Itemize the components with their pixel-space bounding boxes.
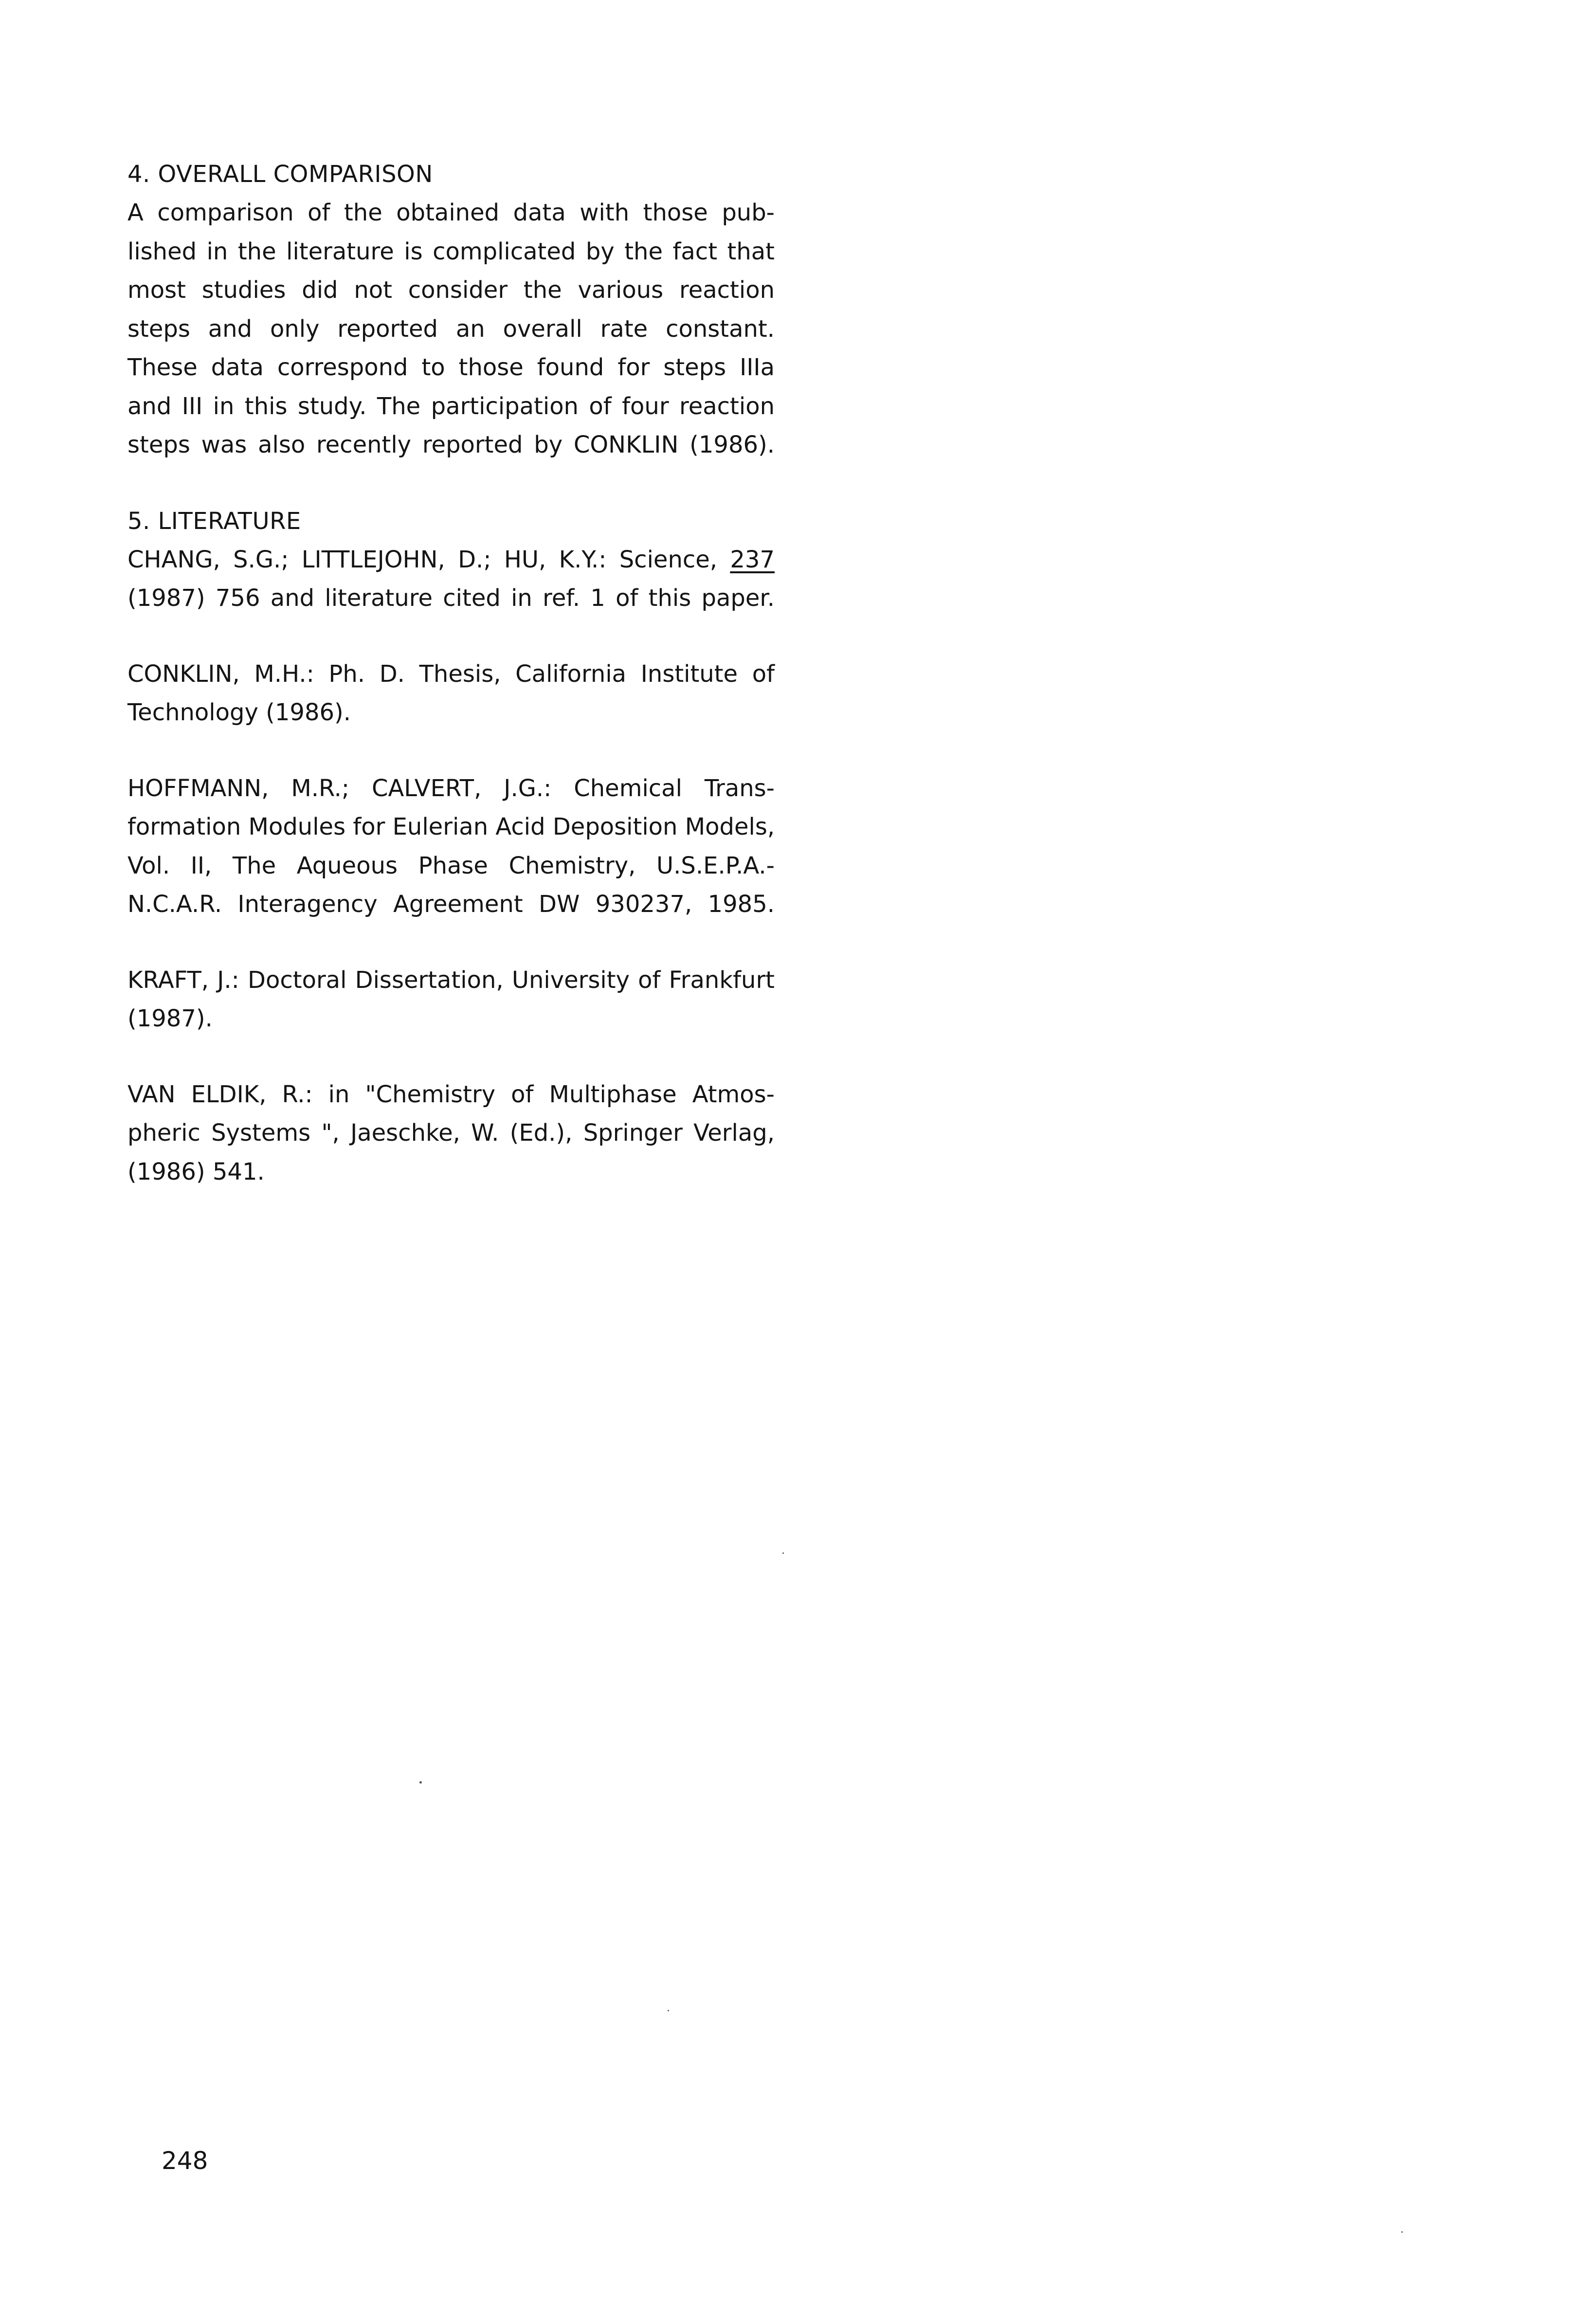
- paragraph-line: most studies did not consider the various reaction: [127, 276, 775, 304]
- reference-line: CONKLIN, M.H.: Ph. D. Thesis, California Institute of: [127, 660, 775, 688]
- reference-line: Technology (1986).: [127, 699, 351, 726]
- reference-spacer: [127, 924, 775, 961]
- reference-line: (1987) 756 and literature cited in ref. 1 of this paper.: [127, 584, 775, 612]
- paragraph-line: These data correspond to those found for steps IIIa: [127, 354, 775, 381]
- reference-line: KRAFT, J.: Doctoral Dissertation, University of Frankfurt: [127, 966, 775, 994]
- section-heading-overall-comparison: 4. OVERALL COMPARISON: [127, 161, 433, 188]
- reference-hoffmann: [127, 769, 775, 924]
- section-literature: [127, 502, 775, 1192]
- reference-line: formation Modules for Eulerian Acid Deposition Models,: [127, 813, 775, 840]
- reference-kraft: [127, 961, 775, 1039]
- reference-van-eldik: [127, 1076, 775, 1192]
- section-spacer: [127, 465, 775, 502]
- reference-line: [127, 541, 775, 580]
- paragraph-line: A comparison of the obtained data with those pub-: [127, 199, 775, 226]
- page-number: 248: [162, 2147, 208, 2175]
- scan-speck: [668, 2010, 669, 2011]
- reference-line: HOFFMANN, M.R.; CALVERT, J.G.: Chemical Trans-: [127, 774, 775, 802]
- reference-volume: 237: [730, 546, 775, 573]
- reference-conklin: [127, 655, 775, 732]
- paragraph-line: and III in this study. The participation of four reaction: [127, 392, 775, 420]
- paragraph-line: lished in the literature is complicated by the fact that: [127, 237, 775, 265]
- reference-line: N.C.A.R. Interagency Agreement DW 930237, 1985.: [127, 891, 775, 918]
- reference-line: VAN ELDIK, R.: in "Chemistry of Multiphase Atmos-: [127, 1080, 775, 1108]
- reference-spacer: [127, 618, 775, 655]
- scan-speck: [419, 1781, 422, 1784]
- reference-spacer: [127, 732, 775, 769]
- reference-chang: [127, 541, 775, 618]
- paragraph-line: steps was also recently reported by CONKLIN (1986).: [127, 431, 775, 458]
- reference-line: (1986) 541.: [127, 1158, 265, 1185]
- section-heading-literature: 5. LITERATURE: [127, 507, 301, 535]
- scan-speck: [1401, 2231, 1403, 2233]
- page-content: [127, 155, 775, 1191]
- reference-line: (1987).: [127, 1005, 213, 1032]
- scan-speck: [782, 1552, 784, 1554]
- reference-authors-title: CHANG, S.G.; LITTLEJOHN, D.; HU, K.Y.: Science,: [127, 546, 718, 573]
- overall-comparison-paragraph: [127, 194, 775, 465]
- reference-line: Vol. II, The Aqueous Phase Chemistry, U.S.E.P.A.-: [127, 852, 775, 879]
- reference-line: pheric Systems ", Jaeschke, W. (Ed.), Springer Verlag,: [127, 1119, 775, 1147]
- reference-spacer: [127, 1039, 775, 1076]
- section-overall-comparison: [127, 155, 775, 465]
- paragraph-line: steps and only reported an overall rate constant.: [127, 315, 775, 343]
